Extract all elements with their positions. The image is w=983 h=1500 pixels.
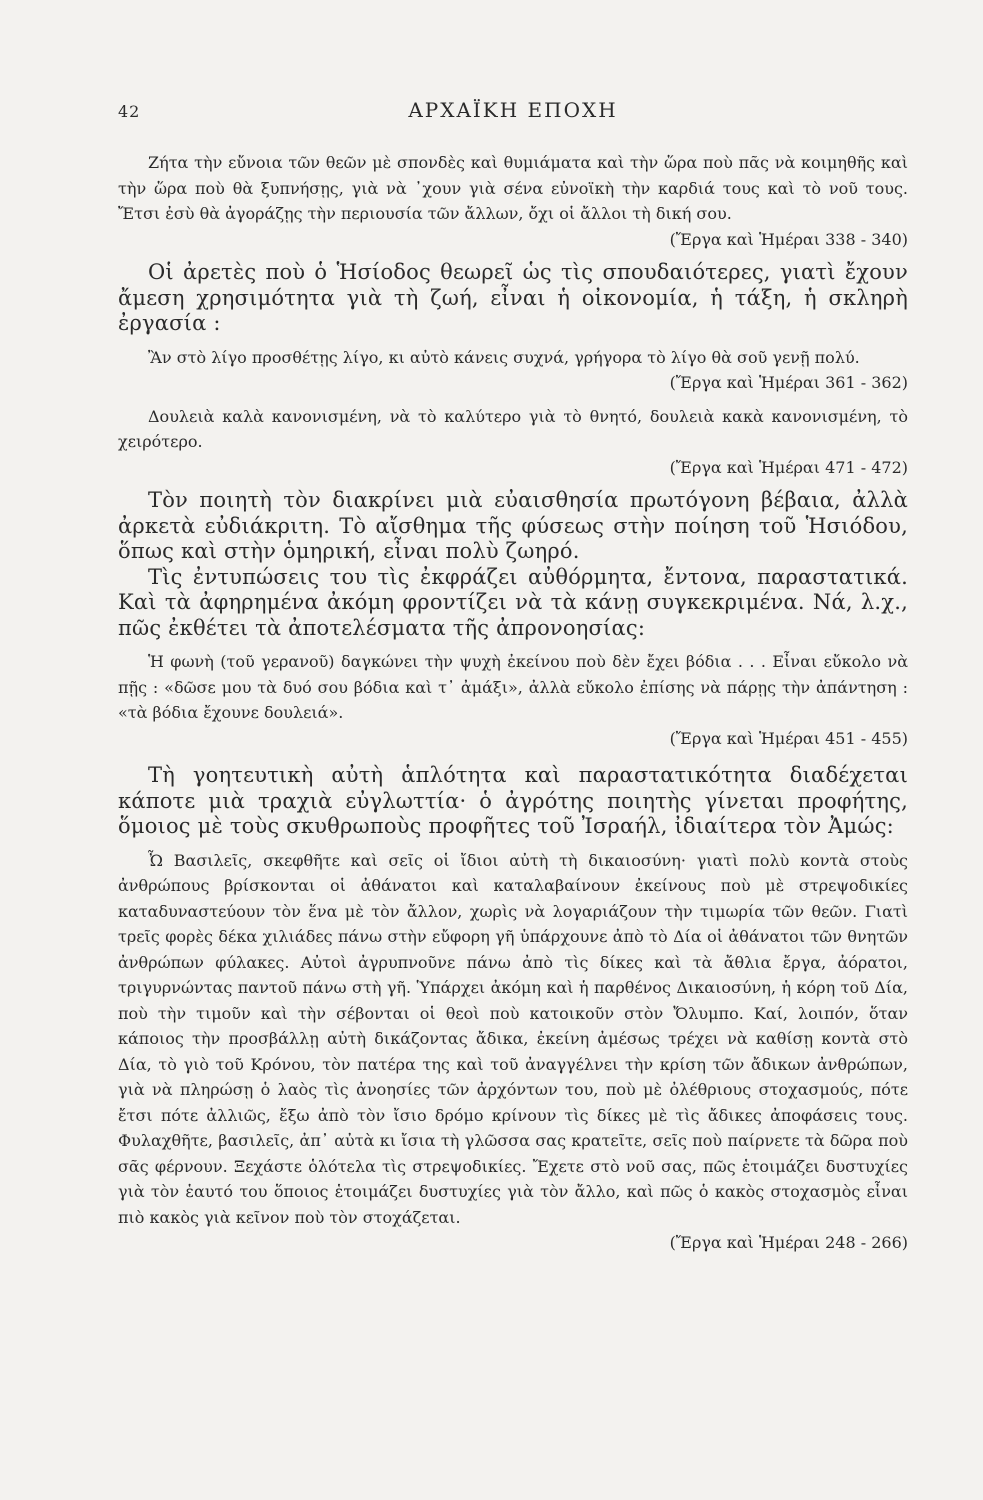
citation: (Ἔργα καὶ Ἡμέραι 451 - 455) xyxy=(669,728,908,748)
body-paragraph: Τὴ γοητευτικὴ αὐτὴ ἁπλότητα καὶ παραστατικότητα διαδέχεται κάποτε μιὰ τραχιὰ εὐγλωττία· ὁ ἀγρότης ποιητὴς γίνεται προφήτης, ὅμοιος μὲ τοὺς σκυθρωποὺς προφῆτες τοῦ Ἰσραήλ, ἰδιαίτερα τὸν Ἀμώς: xyxy=(118,763,908,838)
page-header xyxy=(118,98,908,128)
body-paragraph: Τὶς ἐντυπώσεις του τὶς ἐκφράζει αὐθόρμητα, ἔντονα, παραστατικά. Καὶ τὰ ἀφηρημένα ἀκόμη φροντίζει νὰ τὰ κάνῃ συγκεκριμένα. Νά, λ.χ., πῶς ἐκθέτει τὰ ἀποτελέσματα τῆς ἀπρονοησίας: xyxy=(118,564,908,640)
quotation-text: Δουλειὰ καλὰ κανονισμένη, νὰ τὸ καλύτερο γιὰ τὸ θνητό, δουλειὰ κακὰ κανονισμένη, τὸ χειρότερο. xyxy=(118,406,908,451)
quotation-block xyxy=(118,848,908,1256)
page-body xyxy=(118,150,908,1256)
citation: (Ἔργα καὶ Ἡμέραι 338 - 340) xyxy=(669,229,908,249)
running-title: ΑΡΧΑΪΚΗ ΕΠΟΧΗ xyxy=(408,98,618,122)
page-number: 42 xyxy=(118,102,141,121)
quotation-block xyxy=(118,345,908,396)
quotation-text: Ἡ φωνὴ (τοῦ γερανοῦ) δαγκώνει τὴν ψυχὴ ἐκείνου ποὺ δὲν ἔχει βόδια . . . Εἶναι εὔκολο νὰ πῇς : «δῶσε μου τὰ δυό σου βόδια καὶ τ᾽ ἀμάξι», ἀλλὰ εὔκολο ἐπίσης νὰ πάρῃς τὴν ἀπάντηση : «τὰ βόδια ἔχουνε δουλειά». xyxy=(118,652,908,722)
citation: (Ἔργα καὶ Ἡμέραι 361 - 362) xyxy=(669,373,908,392)
quotation-text: Ἂν στὸ λίγο προσθέτῃς λίγο, κι αὐτὸ κάνεις συχνά, γρήγορα τὸ λίγο θὰ σοῦ γενῇ πολύ. xyxy=(148,347,860,367)
quotation-block xyxy=(118,649,908,751)
body-paragraph: Οἱ ἀρετὲς ποὺ ὁ Ἡσίοδος θεωρεῖ ὡς τὶς σπουδαιότερες, γιατὶ ἔχουν ἄμεση χρησιμότητα γιὰ τὴ ζωή, εἶναι ἡ οἰκονομία, ἡ τάξη, ἡ σκληρὴ ἐργασία : xyxy=(118,260,908,335)
citation: (Ἔργα καὶ Ἡμέραι 248 - 266) xyxy=(669,1233,908,1252)
body-paragraph: Τὸν ποιητὴ τὸν διακρίνει μιὰ εὐαισθησία πρωτόγονη βέβαια, ἀλλὰ ἀρκετὰ εὐδιάκριτη. Τὸ αἴσθημα τῆς φύσεως στὴν ποίηση τοῦ Ἡσιόδου, ὅπως καὶ στὴν ὁμηρική, εἶναι πολὺ ζωηρό. xyxy=(118,488,908,563)
quotation-block xyxy=(118,150,908,252)
quotation-block xyxy=(118,404,908,481)
quotation-text: Ὦ Βασιλεῖς, σκεφθῆτε καὶ σεῖς οἱ ἴδιοι αὐτὴ τὴ δικαιοσύνη· γιατὶ πολὺ κοντὰ στοὺς ἀνθρώπους βρίσκονται οἱ ἀθάνατοι καὶ καταλαβαίνουν ἐκείνους ποὺ μὲ στρεψοδικίες καταδυναστεύουν τὸν ἕνα μὲ τὸν ἄλλον, χωρὶς νὰ λογαριάζουν τὴν τιμωρία τῶν θεῶν. Γιατὶ τρεῖς φορὲς δέκα χιλιάδες πάνω στὴν εὔφορη γῆ ὑπάρχουνε ἀπὸ τὸ Δία οἱ ἀθάνατοι τῶν θνητῶν ἀνθρώπων φύλακες. Αὐτοὶ ἀγρυπνοῦνε πάνω ἀπὸ τὶς δίκες καὶ τὰ ἄθλια ἔργα, ἀόρατοι, τριγυρνώντας παντοῦ πάνω στὴ γῆ. Ὑπάρχει ἀκόμη καὶ ἡ παρθένος Δικαιοσύνη, ἡ κόρη τοῦ Δία, ποὺ τὴν τιμοῦν καὶ τὴν σέβονται οἱ θεοὶ ποὺ κατοικοῦν στὸν Ὄλυμπο. Καί, λοιπόν, ὅταν κάποιος τὴν προσβάλλῃ αὐτὴ δικάζοντας ἄδικα, ἐκείνη ἀμέσως τρέχει νὰ καθίσῃ κοντὰ στὸ Δία, τὸ γιὸ τοῦ Κρόνου, τὸν πατέρα της καὶ τοῦ ἀναγγέλνει τὴν κρίση τῶν ἄδικων ἀνθρώπων, γιὰ νὰ πληρώσῃ ὁ λαὸς τὶς ἀνοησίες τῶν ἀρχόντων του, ποὺ μὲ ὀλέθριους στοχασμούς, πότε ἔτσι πότε ἀλλιῶς, ἔξω ἀπὸ τὸν ἴσιο δρόμο κρίνουν τὶς δίκες μὲ τὶς ἄδικες ἀποφάσεις τους. Φυλαχθῆτε, βασιλεῖς, ἀπ᾽ αὐτὰ κι ἴσια τὴ γλῶσσα σας κρατεῖτε, σεῖς ποὺ παίρνετε τὰ δῶρα ποὺ σᾶς φέρνουν. Ξεχάστε ὁλότελα τὶς στρεψοδικίες. Ἔχετε στὸ νοῦ σας, πῶς ἑτοιμάζει δυστυχίες γιὰ τὸν ἑαυτό του ὅποιος ἑτοιμάζει δυστυχίες γιὰ τὸν ἄλλο, καὶ πῶς ὁ κακὸς στοχασμὸς εἶναι πιὸ κακὸς γιὰ κεῖνον ποὺ τὸν στοχάζεται. xyxy=(118,850,908,1227)
quotation-text: Ζήτα τὴν εὔνοια τῶν θεῶν μὲ σπονδὲς καὶ θυμιάματα καὶ τὴν ὥρα ποὺ πᾶς νὰ κοιμηθῆς καὶ τὴν ὥρα ποὺ θὰ ξυπνήσῃς, γιὰ νὰ ᾽χουν γιὰ σένα εὐνοϊκὴ τὴν καρδιά τους καὶ τὸ νοῦ τους. Ἔτσι ἐσὺ θὰ ἀγοράζῃς τὴν περιουσία τῶν ἄλλων, ὄχι οἱ ἄλλοι τὴ δική σου. xyxy=(118,153,908,223)
citation: (Ἔργα καὶ Ἡμέραι 471 - 472) xyxy=(669,457,908,477)
